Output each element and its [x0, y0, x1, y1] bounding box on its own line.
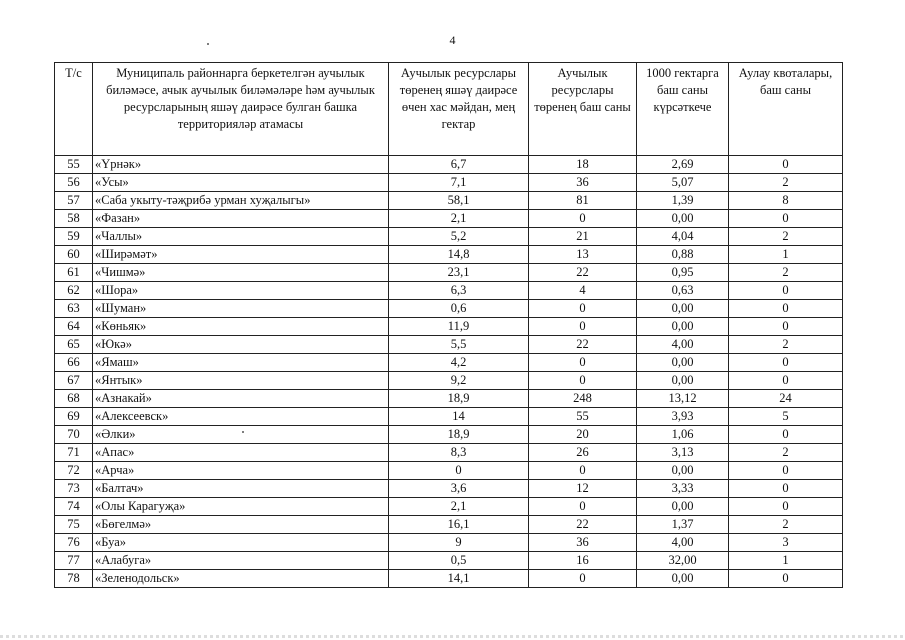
row-density: 0,00 [637, 300, 729, 318]
row-density: 3,93 [637, 408, 729, 426]
row-territory-name: «Чаллы» [93, 228, 389, 246]
row-head-count: 0 [529, 354, 637, 372]
scan-speck [242, 431, 244, 433]
row-quota: 0 [729, 498, 843, 516]
row-area: 14 [389, 408, 529, 426]
page-number: 4 [449, 33, 456, 47]
row-density: 3,13 [637, 444, 729, 462]
row-territory-name: «Апас» [93, 444, 389, 462]
table-row [55, 480, 843, 498]
row-area: 9,2 [389, 372, 529, 390]
row-head-count: 22 [529, 336, 637, 354]
row-area: 16,1 [389, 516, 529, 534]
header-head-count: Аучылык ресурслары төренең баш саны [529, 63, 637, 156]
row-index: 60 [55, 246, 93, 264]
row-density: 32,00 [637, 552, 729, 570]
row-density: 1,06 [637, 426, 729, 444]
row-density: 3,33 [637, 480, 729, 498]
data-table [54, 62, 843, 588]
table-row [55, 516, 843, 534]
row-territory-name: «Көньяк» [93, 318, 389, 336]
row-quota: 2 [729, 336, 843, 354]
table-row [55, 246, 843, 264]
row-area: 14,8 [389, 246, 529, 264]
row-area: 5,5 [389, 336, 529, 354]
row-area: 4,2 [389, 354, 529, 372]
table-row [55, 174, 843, 192]
row-quota: 2 [729, 516, 843, 534]
row-index: 59 [55, 228, 93, 246]
row-territory-name: «Алексеевск» [93, 408, 389, 426]
row-territory-name: «Балтач» [93, 480, 389, 498]
row-index: 73 [55, 480, 93, 498]
row-territory-name: «Юкә» [93, 336, 389, 354]
row-head-count: 0 [529, 372, 637, 390]
table-row [55, 192, 843, 210]
row-head-count: 55 [529, 408, 637, 426]
row-area: 3,6 [389, 480, 529, 498]
row-head-count: 81 [529, 192, 637, 210]
table-row [55, 534, 843, 552]
scan-speck [207, 43, 209, 45]
row-density: 0,88 [637, 246, 729, 264]
row-quota: 0 [729, 282, 843, 300]
row-area: 2,1 [389, 498, 529, 516]
row-quota: 2 [729, 174, 843, 192]
row-density: 1,39 [637, 192, 729, 210]
row-index: 65 [55, 336, 93, 354]
scan-edge-noise [0, 635, 905, 638]
row-density: 5,07 [637, 174, 729, 192]
table-row [55, 300, 843, 318]
row-head-count: 16 [529, 552, 637, 570]
table-row [55, 444, 843, 462]
table-row [55, 228, 843, 246]
row-quota: 3 [729, 534, 843, 552]
row-head-count: 0 [529, 300, 637, 318]
row-index: 72 [55, 462, 93, 480]
table-row [55, 354, 843, 372]
row-area: 18,9 [389, 426, 529, 444]
row-density: 2,69 [637, 156, 729, 174]
row-head-count: 0 [529, 318, 637, 336]
row-territory-name: «Чишмә» [93, 264, 389, 282]
row-index: 76 [55, 534, 93, 552]
table-row [55, 336, 843, 354]
row-density: 4,00 [637, 534, 729, 552]
row-index: 68 [55, 390, 93, 408]
row-density: 13,12 [637, 390, 729, 408]
row-density: 0,00 [637, 210, 729, 228]
table-row [55, 156, 843, 174]
row-territory-name: «Бөгелмә» [93, 516, 389, 534]
row-index: 64 [55, 318, 93, 336]
row-territory-name: «Шора» [93, 282, 389, 300]
row-head-count: 36 [529, 174, 637, 192]
row-territory-name: «Зеленодольск» [93, 570, 389, 588]
row-index: 77 [55, 552, 93, 570]
header-index: Т/с [55, 63, 93, 156]
row-head-count: 20 [529, 426, 637, 444]
row-area: 58,1 [389, 192, 529, 210]
row-quota: 0 [729, 318, 843, 336]
row-territory-name: «Әлки» [93, 426, 389, 444]
row-index: 69 [55, 408, 93, 426]
row-quota: 0 [729, 156, 843, 174]
row-area: 2,1 [389, 210, 529, 228]
table-header-row [55, 63, 843, 156]
row-area: 23,1 [389, 264, 529, 282]
row-area: 11,9 [389, 318, 529, 336]
row-territory-name: «Ямаш» [93, 354, 389, 372]
row-quota: 0 [729, 300, 843, 318]
row-density: 0,00 [637, 354, 729, 372]
row-index: 66 [55, 354, 93, 372]
row-head-count: 21 [529, 228, 637, 246]
table-row [55, 210, 843, 228]
row-head-count: 22 [529, 516, 637, 534]
row-area: 0,6 [389, 300, 529, 318]
row-territory-name: «Саба укыту-тәҗрибә урман хуҗалыгы» [93, 192, 389, 210]
table-row [55, 264, 843, 282]
row-index: 56 [55, 174, 93, 192]
row-head-count: 26 [529, 444, 637, 462]
row-quota: 0 [729, 354, 843, 372]
row-quota: 0 [729, 426, 843, 444]
row-territory-name: «Азнакай» [93, 390, 389, 408]
row-territory-name: «Олы Карагуҗа» [93, 498, 389, 516]
row-area: 6,3 [389, 282, 529, 300]
table-row [55, 408, 843, 426]
table-row [55, 552, 843, 570]
row-density: 4,04 [637, 228, 729, 246]
row-area: 0,5 [389, 552, 529, 570]
row-area: 18,9 [389, 390, 529, 408]
row-head-count: 248 [529, 390, 637, 408]
row-density: 1,37 [637, 516, 729, 534]
row-index: 58 [55, 210, 93, 228]
row-density: 0,00 [637, 498, 729, 516]
row-quota: 0 [729, 372, 843, 390]
row-quota: 8 [729, 192, 843, 210]
row-quota: 1 [729, 552, 843, 570]
row-index: 75 [55, 516, 93, 534]
row-quota: 0 [729, 480, 843, 498]
row-head-count: 0 [529, 462, 637, 480]
row-index: 71 [55, 444, 93, 462]
row-quota: 2 [729, 228, 843, 246]
row-index: 74 [55, 498, 93, 516]
row-area: 0 [389, 462, 529, 480]
table-body [55, 156, 843, 588]
row-territory-name: «Арча» [93, 462, 389, 480]
row-area: 9 [389, 534, 529, 552]
row-head-count: 18 [529, 156, 637, 174]
table-row [55, 498, 843, 516]
table-row [55, 390, 843, 408]
row-density: 0,00 [637, 372, 729, 390]
row-density: 0,00 [637, 570, 729, 588]
row-quota: 2 [729, 444, 843, 462]
row-index: 62 [55, 282, 93, 300]
row-territory-name: «Фазан» [93, 210, 389, 228]
row-quota: 0 [729, 570, 843, 588]
row-index: 78 [55, 570, 93, 588]
header-density: 1000 гектарга баш саны күрсәткече [637, 63, 729, 156]
row-quota: 2 [729, 264, 843, 282]
row-head-count: 13 [529, 246, 637, 264]
row-density: 4,00 [637, 336, 729, 354]
table-row [55, 282, 843, 300]
header-quota: Аулау квоталары, баш саны [729, 63, 843, 156]
row-quota: 1 [729, 246, 843, 264]
row-territory-name: «Шуман» [93, 300, 389, 318]
row-index: 70 [55, 426, 93, 444]
row-head-count: 12 [529, 480, 637, 498]
row-density: 0,00 [637, 462, 729, 480]
table-row [55, 462, 843, 480]
row-index: 61 [55, 264, 93, 282]
row-quota: 5 [729, 408, 843, 426]
row-head-count: 0 [529, 498, 637, 516]
row-density: 0,63 [637, 282, 729, 300]
row-territory-name: «Үрнәк» [93, 156, 389, 174]
row-area: 5,2 [389, 228, 529, 246]
row-head-count: 4 [529, 282, 637, 300]
row-head-count: 0 [529, 570, 637, 588]
row-area: 8,3 [389, 444, 529, 462]
row-quota: 24 [729, 390, 843, 408]
row-area: 7,1 [389, 174, 529, 192]
row-density: 0,00 [637, 318, 729, 336]
row-territory-name: «Янтык» [93, 372, 389, 390]
table-row [55, 570, 843, 588]
row-quota: 0 [729, 210, 843, 228]
row-index: 55 [55, 156, 93, 174]
row-index: 63 [55, 300, 93, 318]
row-index: 57 [55, 192, 93, 210]
table-row [55, 372, 843, 390]
row-territory-name: «Усы» [93, 174, 389, 192]
header-territory-name: Муниципаль районнарга беркетелгән аучылык биләмәсе, ачык аучылык биләмәләре һәм аучылык ресурсларының яшәү даирәсе булган башка территорияләр атамасы [93, 63, 389, 156]
table-row [55, 426, 843, 444]
row-area: 14,1 [389, 570, 529, 588]
row-index: 67 [55, 372, 93, 390]
header-area: Аучылык ресурслары төренең яшәү даирәсе өчен хас мәйдан, мең гектар [389, 63, 529, 156]
row-territory-name: «Алабуга» [93, 552, 389, 570]
row-head-count: 0 [529, 210, 637, 228]
row-territory-name: «Буа» [93, 534, 389, 552]
row-density: 0,95 [637, 264, 729, 282]
row-head-count: 22 [529, 264, 637, 282]
row-head-count: 36 [529, 534, 637, 552]
row-area: 6,7 [389, 156, 529, 174]
row-territory-name: «Ширәмәт» [93, 246, 389, 264]
table-row [55, 318, 843, 336]
row-quota: 0 [729, 462, 843, 480]
